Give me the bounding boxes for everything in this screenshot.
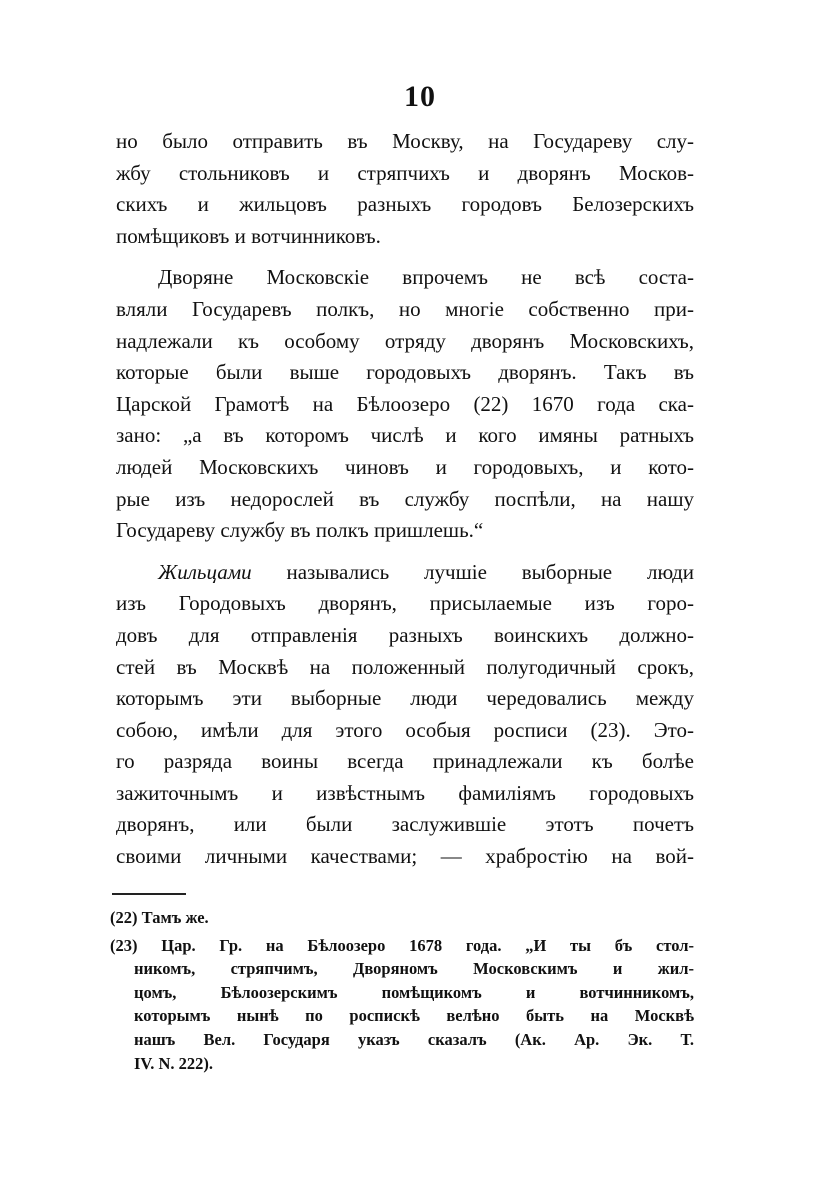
- footnote-line: которымъ нынѣ по роспискѣ велѣно быть на Москвѣ: [134, 1006, 694, 1026]
- text-line: го разряда воины всегда принадлежали къ болѣе: [116, 749, 694, 774]
- text-line: надлежали къ особому отряду дворянъ Московскихъ,: [116, 328, 694, 353]
- text-line: людей Московскихъ чиновъ и городовыхъ, и кото-: [116, 454, 694, 479]
- page-number: 10: [404, 80, 436, 113]
- footnote-line: никомъ, стряпчимъ, Дворяномъ Московскимъ и жил-: [134, 959, 694, 979]
- text-line: жбу стольниковъ и стряпчихъ и дворянъ Москов-: [116, 160, 694, 185]
- text-line: Дворяне Московскіе впрочемъ не всѣ соста-: [158, 265, 694, 290]
- text-line: собою, имѣли для этого особыя росписи (23). Это-: [116, 717, 694, 742]
- footnote-line: (23) Цар. Гр. на Бѣлоозеро 1678 года. „И ты бъ стол-: [110, 935, 694, 955]
- text-line: зано: „а въ которомъ числѣ и кого имяны ратныхъ: [116, 423, 694, 448]
- paragraph-1: [116, 126, 694, 252]
- text-line: своими личными качествами; — храбростію на вой-: [116, 844, 694, 869]
- paragraph-3: [116, 557, 694, 873]
- text-line: рые изъ недорослей въ службу поспѣли, на нашу: [116, 486, 694, 511]
- text-line: изъ Городовыхъ дворянъ, присылаемые изъ горо-: [116, 591, 694, 616]
- footnote-line: IV. N. 222).: [134, 1053, 213, 1073]
- text-line: которые были выше городовыхъ дворянъ. Такъ въ: [116, 360, 694, 385]
- footnote-23: [110, 934, 694, 1076]
- text-run: назывались лучшіе выборные люди: [251, 559, 694, 584]
- footnotes: [110, 906, 694, 1075]
- footnote-divider: [112, 893, 186, 895]
- text-line: Государеву службу въ полкъ пришлешь.“: [116, 518, 484, 543]
- text-line: довъ для отправленія разныхъ воинскихъ должно-: [116, 622, 694, 647]
- footnote-line: (22) Тамъ же.: [110, 908, 209, 927]
- italic-term: Жильцами: [158, 559, 252, 584]
- text-line: помѣщиковъ и вотчинниковъ.: [116, 223, 381, 248]
- footnote-line: цомъ, Бѣлоозерскимъ помѣщикомъ и вотчинникомъ,: [134, 982, 694, 1002]
- text-line: дворянъ, или были заслужившіе этотъ почетъ: [116, 812, 694, 837]
- footnote-line: нашъ Вел. Государя указъ сказалъ (Ак. Ар. Эк. Т.: [134, 1029, 694, 1049]
- text-line: которымъ эти выборные люди чередовались между: [116, 686, 694, 711]
- text-line: стей въ Москвѣ на положенный полугодичный срокъ,: [116, 654, 694, 679]
- text-line: Царской Грамотѣ на Бѣлоозеро (22) 1670 года ска-: [116, 391, 694, 416]
- paragraph-2: [116, 262, 694, 546]
- footnote-22: [110, 906, 694, 930]
- text-line: скихъ и жильцовъ разныхъ городовъ Белозерскихъ: [116, 192, 694, 217]
- text-line: вляли Государевъ полкъ, но многіе собственно при-: [116, 296, 694, 321]
- text-line: но было отправить въ Москву, на Государеву слу-: [116, 129, 694, 153]
- text-line: [116, 557, 694, 589]
- body-text: [116, 126, 694, 873]
- text-line: зажиточнымъ и извѣстнымъ фамиліямъ городовыхъ: [116, 780, 694, 805]
